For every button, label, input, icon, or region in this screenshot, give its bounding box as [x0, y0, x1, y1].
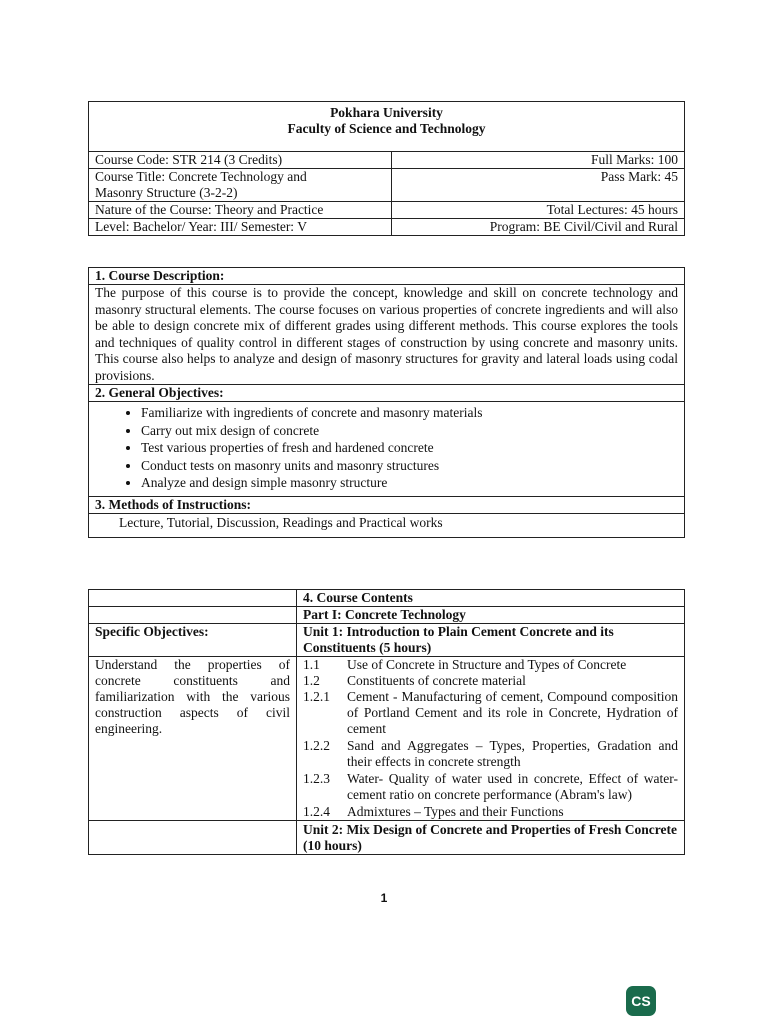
course-level: Level: Bachelor/ Year: III/ Semester: V [89, 219, 392, 236]
list-item [303, 657, 678, 673]
course-title-line2: Masonry Structure (3-2-2) [95, 185, 238, 200]
course-overview-table [88, 267, 685, 538]
list-item [303, 673, 678, 689]
methods-text: Lecture, Tutorial, Discussion, Readings and Practical works [89, 513, 685, 537]
item-number: 1.2.2 [303, 738, 330, 753]
item-number: 1.1 [303, 657, 320, 672]
program: Program: BE Civil/Civil and Rural [392, 219, 685, 236]
item-number: 1.2 [303, 673, 320, 688]
part-heading: Part I: Concrete Technology [297, 607, 685, 624]
item-text: Constituents of concrete material [347, 673, 526, 688]
methods-heading: 3. Methods of Instructions: [89, 496, 685, 513]
item-number: 1.2.4 [303, 804, 330, 819]
item-number: 1.2.3 [303, 771, 330, 786]
course-code: Course Code: STR 214 (3 Credits) [89, 152, 392, 169]
university-name: Pokhara University [330, 105, 443, 120]
list-item: • Analyze and design simple masonry structure [141, 474, 678, 492]
camscanner-logo-icon: CS [626, 986, 656, 1016]
item-number: 1.2.1 [303, 689, 330, 704]
objectives-list-cell [89, 402, 685, 497]
list-item: • Conduct tests on masonry units and masonry structures [141, 457, 678, 475]
full-marks: Full Marks: 100 [392, 152, 685, 169]
list-item: • Test various properties of fresh and hardened concrete [141, 439, 678, 457]
empty-cell [89, 821, 297, 855]
specific-objectives-label: Specific Objectives: [89, 624, 297, 657]
empty-cell [89, 607, 297, 624]
description-heading: 1. Course Description: [89, 268, 685, 285]
pass-mark: Pass Mark: 45 [392, 169, 685, 202]
list-item [303, 738, 678, 770]
unit1-objective: Understand the properties of concrete constituents and familiarization with the various construction aspects of civil engineering. [89, 657, 297, 821]
contents-heading: 4. Course Contents [297, 590, 685, 607]
list-item: • Carry out mix design of concrete [141, 422, 678, 440]
faculty-name: Faculty of Science and Technology [287, 121, 486, 136]
unit2-title: Unit 2: Mix Design of Concrete and Properties of Fresh Concrete (10 hours) [297, 821, 685, 855]
item-text: Water- Quality of water used in concrete, Effect of water-cement ratio on concrete performance (Abram's law) [347, 771, 678, 802]
empty-cell [89, 590, 297, 607]
item-text: Admixtures – Types and their Functions [347, 804, 564, 819]
course-info-table [88, 101, 685, 236]
description-text: The purpose of this course is to provide the concept, knowledge and skill on concrete technology and masonry structural elements. The course focuses on various properties of concrete ingredients and will also be able to design concrete mix of different grades using different methods. This course explores the tools and techniques of quality control in different stages of construction by using concrete and masonry units. This course also helps to analyze and design of masonry structures for gravity and lateral loads using codal provisions. [89, 285, 685, 385]
objectives-list [95, 404, 678, 492]
course-contents-table [88, 589, 685, 855]
university-header [89, 102, 685, 152]
page-number: 1 [380, 891, 388, 905]
item-text: Use of Concrete in Structure and Types of Concrete [347, 657, 627, 672]
objectives-heading: 2. General Objectives: [89, 385, 685, 402]
item-text: Sand and Aggregates – Types, Properties, Gradation and their effects in concrete strength [347, 738, 678, 769]
list-item [303, 804, 678, 820]
item-text: Cement - Manufacturing of cement, Compound composition of Portland Cement and its role in Concrete, Hydration of cement [347, 689, 678, 736]
total-lectures: Total Lectures: 45 hours [392, 202, 685, 219]
course-title [89, 169, 392, 202]
unit1-items [297, 657, 685, 821]
list-item [303, 689, 678, 737]
course-nature: Nature of the Course: Theory and Practice [89, 202, 392, 219]
list-item: • Familiarize with ingredients of concrete and masonry materials [141, 404, 678, 422]
unit1-title: Unit 1: Introduction to Plain Cement Concrete and its Constituents (5 hours) [297, 624, 685, 657]
list-item [303, 771, 678, 803]
course-title-line1: Course Title: Concrete Technology and [95, 169, 307, 184]
